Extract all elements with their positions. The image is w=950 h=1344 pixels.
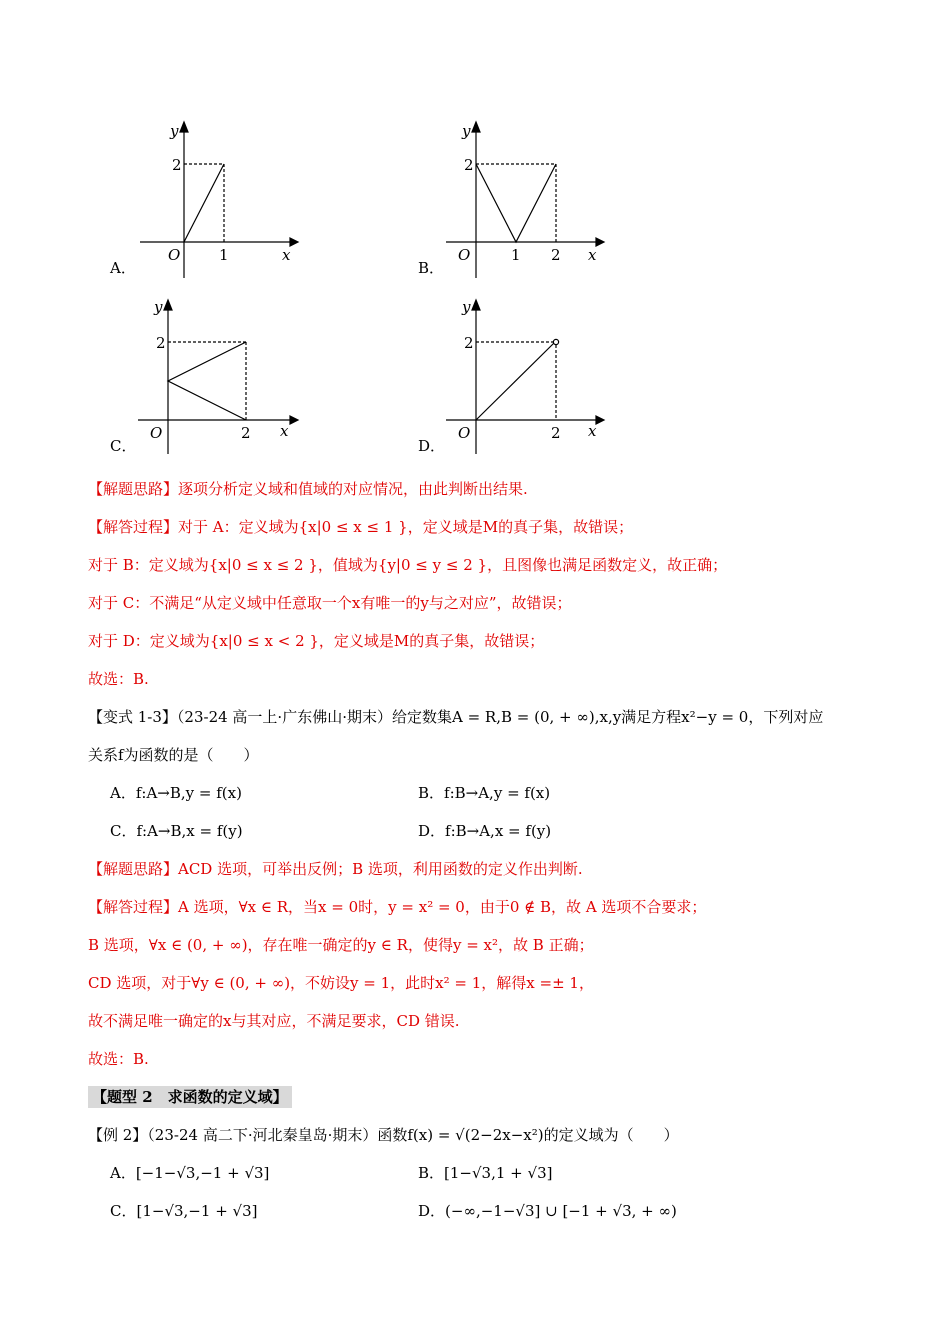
solution2-line-cd: CD 选项，对于∀y ∈ (0, + ∞)，不妨设y = 1，此时x² = 1，解得x =± 1，: [88, 974, 594, 992]
solution2-idea: 【解题思路】ACD 选项，可举出反例；B 选项，利用函数的定义作出判断.: [88, 860, 583, 878]
graph-d-open-endpoint: [553, 339, 558, 344]
graph-c-xlabel: x: [280, 422, 289, 440]
graph-a-segment: [184, 164, 224, 242]
graph-d-tick-y2: 2: [464, 334, 474, 352]
graph-d-label: D．: [418, 437, 446, 455]
solution1-answer: 故选：B.: [88, 670, 149, 688]
solution2-answer: 故选：B.: [88, 1050, 149, 1068]
graph-b-label: B．: [418, 259, 445, 277]
variant-option-d: D．f:B→A,x = f(y): [418, 822, 552, 840]
example2-option-a: A．[−1−√3,−1 + √3]: [110, 1164, 270, 1182]
graph-b-ylabel: y: [462, 122, 471, 140]
graph-a-xlabel: x: [282, 246, 291, 264]
graph-c-ylabel: y: [154, 298, 163, 316]
graph-d-origin: O: [458, 424, 471, 442]
variant-option-a: A．f:A→B,y = f(x): [110, 784, 242, 802]
graph-c-tick-y2: 2: [156, 334, 166, 352]
graph-c-origin: O: [150, 424, 163, 442]
graph-b: [410, 118, 610, 283]
variant-option-b: B．f:B→A,y = f(x): [418, 784, 551, 802]
solution1-process: 【解答过程】对于 A：定义域为{x|0 ≤ x ≤ 1 }，定义域是M的真子集，故错误；: [88, 518, 634, 536]
graph-b-polyline: [476, 164, 556, 242]
graph-c-label: C．: [110, 437, 137, 455]
graph-c-tick-x2: 2: [241, 424, 251, 442]
graph-d-ylabel: y: [462, 298, 471, 316]
graph-b-tick-x1: 1: [511, 246, 521, 264]
solution2-line-b: B 选项，∀x ∈ (0, + ∞)，存在唯一确定的y ∈ R，使得y = x²，故 B 正确；: [88, 936, 594, 954]
variant-question-cont: 关系f为函数的是（ ）: [88, 746, 259, 764]
section-heading: 【题型 2 求函数的定义域】: [88, 1086, 292, 1108]
solution1-line-b: 对于 B：定义域为{x|0 ≤ x ≤ 2 }，值域为{y|0 ≤ y ≤ 2 }，且图像也满足函数定义，故正确；: [88, 556, 728, 574]
graph-d: [410, 292, 610, 457]
variant-option-c: C．f:A→B,x = f(y): [110, 822, 243, 840]
solution2-line-conclusion: 故不满足唯一确定的x与其对应，不满足要求，CD 错误.: [88, 1012, 460, 1030]
graph-b-tick-y2: 2: [464, 156, 474, 174]
graph-a-tick-x1: 1: [219, 246, 229, 264]
graph-b-origin: O: [458, 246, 471, 264]
graph-a-ylabel: y: [170, 122, 179, 140]
solution1-line-c: 对于 C：不满足“从定义域中任意取一个x有唯一的y与之对应”，故错误；: [88, 594, 572, 612]
example2-option-b: B．[1−√3,1 + √3]: [418, 1164, 553, 1182]
solution1-line-d: 对于 D：定义域为{x|0 ≤ x < 2 }，定义域是M的真子集，故错误；: [88, 632, 545, 650]
graph-d-segment: [476, 343, 554, 420]
example2-option-c: C．[1−√3,−1 + √3]: [110, 1202, 258, 1220]
graph-d-xlabel: x: [588, 422, 597, 440]
graph-a-tick-y2: 2: [172, 156, 182, 174]
graph-a-origin: O: [168, 246, 181, 264]
solution2-process: 【解答过程】A 选项，∀x ∈ R，当x = 0时，y = x² = 0，由于0 ∉ B，故 A 选项不合要求；: [88, 898, 707, 916]
graph-d-tick-x2: 2: [551, 424, 561, 442]
example2-question: 【例 2】（23-24 高二下·河北秦皇岛·期末）函数f(x) = √(2−2x−x²)的定义域为（ ）: [88, 1126, 679, 1144]
variant-question: 【变式 1-3】（23-24 高一上·广东佛山·期末）给定数集A = R,B = (0, + ∞),x,y满足方程x²−y = 0，下列对应: [88, 708, 824, 726]
example2-option-d: D．(−∞,−1−√3] ∪ [−1 + √3, + ∞): [418, 1202, 677, 1220]
graph-a-label: A．: [110, 259, 136, 277]
graph-a: [100, 118, 300, 283]
solution1-idea: 【解题思路】逐项分析定义域和值域的对应情况，由此判断出结果.: [88, 480, 528, 498]
graph-c: [100, 292, 300, 457]
graph-b-tick-x2: 2: [551, 246, 561, 264]
graph-b-xlabel: x: [588, 246, 597, 264]
graph-c-polyline: [168, 342, 246, 420]
